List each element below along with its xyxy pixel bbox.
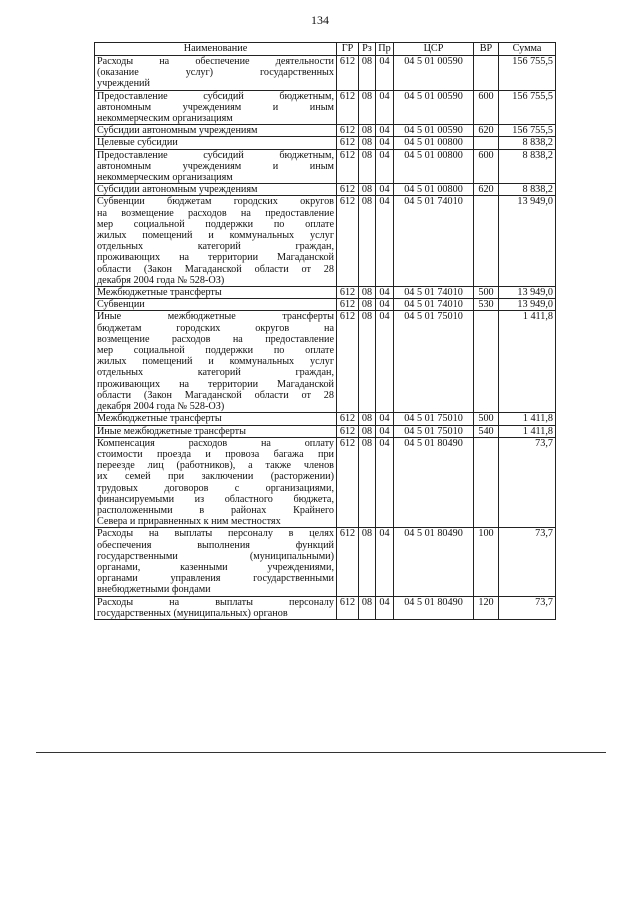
row-name-line: Субвенции бюджетам городских округов: [97, 196, 334, 208]
row-name-line: некоммерческим организациям: [97, 113, 233, 125]
row-name-line: государственных (муниципальных) органов: [97, 607, 288, 619]
row-csr: 04 5 01 80490: [394, 528, 474, 596]
row-sum: 156 755,5: [499, 125, 556, 137]
row-vr: 120: [474, 596, 499, 619]
row-pr: 04: [376, 528, 394, 596]
row-rz: 08: [359, 184, 376, 196]
table-body: [95, 56, 556, 620]
row-name-line: проживающих на территории Магаданской: [97, 378, 334, 390]
row-sum: 73,7: [499, 437, 556, 528]
row-name-line: переезде лиц (работников), а также членов: [97, 460, 334, 472]
row-vr: 100: [474, 528, 499, 596]
row-gr: 612: [337, 287, 359, 299]
table-row: [95, 56, 556, 91]
row-gr: 612: [337, 56, 359, 91]
row-gr: 612: [337, 596, 359, 619]
row-gr: 612: [337, 528, 359, 596]
row-name-line: трудовых договоров с организациями,: [97, 482, 334, 494]
row-rz: 08: [359, 125, 376, 137]
row-rz: 08: [359, 90, 376, 125]
row-sum: 13 949,0: [499, 287, 556, 299]
row-name-line: Субсидии автономным учреждениям: [97, 125, 258, 137]
row-name: [95, 149, 337, 184]
row-vr: 600: [474, 149, 499, 184]
row-gr: 612: [337, 425, 359, 437]
row-gr: 612: [337, 311, 359, 413]
row-rz: 08: [359, 196, 376, 287]
row-name: [95, 184, 337, 196]
row-rz: 08: [359, 413, 376, 425]
row-vr: [474, 137, 499, 149]
row-pr: 04: [376, 425, 394, 437]
table-row: [95, 425, 556, 437]
table-row: [95, 299, 556, 311]
row-name-line: Иные межбюджетные трансферты: [97, 425, 246, 437]
row-name-line: мер социальной поддержки по оплате: [97, 345, 334, 357]
row-pr: 04: [376, 299, 394, 311]
row-csr: 04 5 01 75010: [394, 311, 474, 413]
row-rz: 08: [359, 149, 376, 184]
row-csr: 04 5 01 80490: [394, 596, 474, 619]
row-name-line: финансируемыми из областного бюджета,: [97, 493, 334, 505]
row-name: [95, 299, 337, 311]
row-vr: 620: [474, 184, 499, 196]
row-gr: 612: [337, 125, 359, 137]
row-sum: 1 411,8: [499, 311, 556, 413]
row-name-line: Целевые субсидии: [97, 137, 178, 149]
row-sum: 156 755,5: [499, 56, 556, 91]
row-name-line: Иные межбюджетные трансферты: [97, 311, 334, 323]
row-name-line: стоимости проезда и провоза багажа при: [97, 448, 334, 460]
row-name-line: обеспечения выполнения функций: [97, 539, 334, 551]
row-name-line: Расходы на обеспечение деятельности: [97, 56, 334, 67]
row-gr: 612: [337, 196, 359, 287]
row-sum: 1 411,8: [499, 425, 556, 437]
row-name-line: расположенными в районах Крайнего: [97, 504, 334, 516]
row-name-line: бюджетам городских округов на: [97, 322, 334, 334]
table-row: [95, 196, 556, 287]
table-row: [95, 311, 556, 413]
row-name: [95, 596, 337, 619]
row-csr: 04 5 01 80490: [394, 437, 474, 528]
row-vr: [474, 437, 499, 528]
row-vr: 500: [474, 413, 499, 425]
row-name-line: жилых помещений и коммунальных услуг: [97, 230, 334, 242]
row-rz: 08: [359, 311, 376, 413]
row-name-line: жилых помещений и коммунальных услуг: [97, 356, 334, 368]
row-name: [95, 425, 337, 437]
row-pr: 04: [376, 56, 394, 91]
row-name: [95, 137, 337, 149]
row-rz: 08: [359, 56, 376, 91]
row-vr: 540: [474, 425, 499, 437]
row-name-line: отдельных категорий граждан,: [97, 241, 334, 253]
row-pr: 04: [376, 196, 394, 287]
row-pr: 04: [376, 90, 394, 125]
table-row: [95, 90, 556, 125]
table-row: [95, 184, 556, 196]
row-gr: 612: [337, 184, 359, 196]
row-name-line: области (Закон Магаданской области от 28: [97, 389, 334, 401]
row-rz: 08: [359, 596, 376, 619]
row-name-line: Севера и приравненных к ним местностях: [97, 516, 281, 528]
table-row: [95, 528, 556, 596]
row-pr: 04: [376, 596, 394, 619]
row-sum: 73,7: [499, 596, 556, 619]
table-row: [95, 437, 556, 528]
row-sum: 8 838,2: [499, 149, 556, 184]
table-row: [95, 149, 556, 184]
row-name-line: Предоставление субсидий бюджетным,: [97, 90, 334, 102]
row-pr: 04: [376, 137, 394, 149]
row-sum: 1 411,8: [499, 413, 556, 425]
row-name-line: автономным учреждениям и иным: [97, 101, 334, 113]
row-vr: 600: [474, 90, 499, 125]
row-name-line: органами управления государственными: [97, 573, 334, 585]
row-name-line: декабря 2004 года № 528-ОЗ): [97, 274, 225, 286]
table-row: [95, 596, 556, 619]
row-name-line: (оказание услуг) государственных: [97, 67, 334, 79]
row-pr: 04: [376, 311, 394, 413]
row-vr: 620: [474, 125, 499, 137]
row-name-line: Предоставление субсидий бюджетным,: [97, 149, 334, 161]
row-pr: 04: [376, 184, 394, 196]
row-csr: 04 5 01 00800: [394, 149, 474, 184]
row-name: [95, 437, 337, 528]
header-vr: ВР: [474, 43, 499, 56]
row-name-line: органами, казенными учреждениями,: [97, 561, 334, 573]
row-vr: [474, 56, 499, 91]
row-gr: 612: [337, 413, 359, 425]
row-name-line: на возмещение расходов на предоставление: [97, 207, 334, 219]
row-csr: 04 5 01 74010: [394, 299, 474, 311]
row-vr: [474, 196, 499, 287]
row-pr: 04: [376, 413, 394, 425]
header-pr: Пр: [376, 43, 394, 56]
budget-table: [94, 42, 556, 620]
row-name-line: проживающих на территории Магаданской: [97, 252, 334, 264]
row-csr: 04 5 01 00800: [394, 184, 474, 196]
table-row: [95, 287, 556, 299]
table-row: [95, 137, 556, 149]
page-number: 134: [311, 13, 329, 27]
row-csr: 04 5 01 00800: [394, 137, 474, 149]
row-sum: 13 949,0: [499, 299, 556, 311]
header-gr: ГР: [337, 43, 359, 56]
row-gr: 612: [337, 437, 359, 528]
row-vr: [474, 311, 499, 413]
row-sum: 73,7: [499, 528, 556, 596]
header-name: Наименование: [95, 43, 337, 56]
row-pr: 04: [376, 125, 394, 137]
header-row: [95, 43, 556, 56]
row-vr: 500: [474, 287, 499, 299]
header-sum: Сумма: [499, 43, 556, 56]
row-csr: 04 5 01 00590: [394, 90, 474, 125]
row-rz: 08: [359, 137, 376, 149]
row-rz: 08: [359, 437, 376, 528]
row-name-line: автономным учреждениям и иным: [97, 160, 334, 172]
row-sum: 13 949,0: [499, 196, 556, 287]
row-name: [95, 90, 337, 125]
row-vr: 530: [474, 299, 499, 311]
row-gr: 612: [337, 149, 359, 184]
row-rz: 08: [359, 299, 376, 311]
row-name: [95, 125, 337, 137]
row-rz: 08: [359, 287, 376, 299]
row-pr: 04: [376, 149, 394, 184]
row-rz: 08: [359, 528, 376, 596]
row-name-line: области (Закон Магаданской области от 28: [97, 263, 334, 275]
row-name-line: отдельных категорий граждан,: [97, 367, 334, 379]
row-name-line: декабря 2004 года № 528-ОЗ): [97, 401, 225, 413]
row-name-line: возмещение расходов на предоставление: [97, 333, 334, 345]
row-name-line: Субвенции: [97, 299, 145, 311]
row-csr: 04 5 01 00590: [394, 125, 474, 137]
row-name-line: учреждений: [97, 78, 150, 90]
row-name: [95, 196, 337, 287]
row-rz: 08: [359, 425, 376, 437]
row-sum: 8 838,2: [499, 137, 556, 149]
row-name: [95, 287, 337, 299]
row-name-line: Межбюджетные трансферты: [97, 287, 222, 299]
row-sum: 8 838,2: [499, 184, 556, 196]
row-csr: 04 5 01 00590: [394, 56, 474, 91]
header-csr: ЦСР: [394, 43, 474, 56]
row-name: [95, 413, 337, 425]
row-csr: 04 5 01 75010: [394, 413, 474, 425]
row-pr: 04: [376, 437, 394, 528]
row-sum: 156 755,5: [499, 90, 556, 125]
row-name-line: Расходы на выплаты персоналу: [97, 596, 334, 608]
row-name-line: Субсидии автономным учреждениям: [97, 184, 258, 196]
row-csr: 04 5 01 74010: [394, 196, 474, 287]
header-rz: Рз: [359, 43, 376, 56]
row-name-line: мер социальной поддержки по оплате: [97, 218, 334, 230]
row-gr: 612: [337, 90, 359, 125]
row-gr: 612: [337, 299, 359, 311]
row-name-line: Расходы на выплаты персоналу в целях: [97, 528, 334, 540]
row-name-line: Компенсация расходов на оплату: [97, 437, 334, 449]
row-gr: 612: [337, 137, 359, 149]
row-pr: 04: [376, 287, 394, 299]
row-name-line: государственными (муниципальными): [97, 550, 334, 562]
row-name: [95, 56, 337, 91]
table-header: [95, 43, 556, 56]
footer-divider: [36, 752, 606, 753]
row-csr: 04 5 01 75010: [394, 425, 474, 437]
row-name-line: некоммерческим организациям: [97, 172, 233, 184]
table-row: [95, 413, 556, 425]
row-csr: 04 5 01 74010: [394, 287, 474, 299]
row-name: [95, 528, 337, 596]
row-name-line: Межбюджетные трансферты: [97, 413, 222, 425]
table-row: [95, 125, 556, 137]
row-name-line: их семей при заключении (расторжении): [97, 471, 334, 483]
row-name: [95, 311, 337, 413]
row-name-line: внебюджетными фондами: [97, 584, 211, 596]
